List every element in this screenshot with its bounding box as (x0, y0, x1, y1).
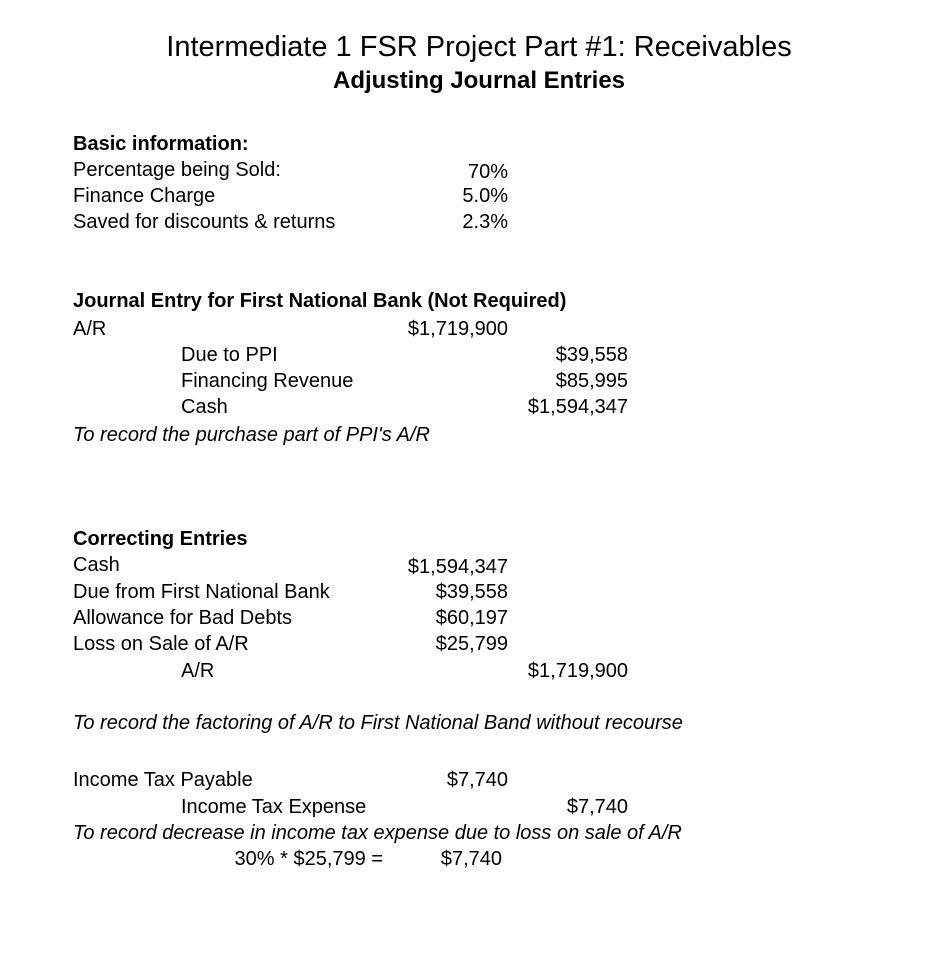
basic-info-label-saved: Saved for discounts & returns (73, 211, 336, 233)
page-title: Intermediate 1 FSR Project Part #1: Receivables (166, 31, 792, 63)
bank-entry-credit-account-due-to-ppi: Due to PPI (181, 344, 278, 366)
correcting-credit-amount: $1,719,900 (527, 660, 628, 682)
basic-info-heading: Basic information: (73, 133, 249, 155)
correcting-debit-amount-cash: $1,594,347 (407, 556, 508, 578)
correcting-debit-amount-loss: $25,799 (435, 633, 508, 655)
tax-entry-debit-account: Income Tax Payable (73, 769, 253, 791)
tax-entry-credit-amount: $7,740 (566, 796, 628, 818)
bank-entry-heading: Journal Entry for First National Bank (Not Required) (73, 290, 567, 312)
bank-entry-credit-amount-financing-revenue: $85,995 (555, 370, 628, 392)
bank-entry-credit-account-financing-revenue: Financing Revenue (181, 370, 354, 392)
bank-entry-credit-amount-due-to-ppi: $39,558 (555, 344, 628, 366)
basic-info-label-percentage: Percentage being Sold: (73, 159, 281, 181)
tax-calc-result: $7,740 (440, 848, 502, 870)
correcting-debit-account-due-from-bank: Due from First National Bank (73, 581, 330, 603)
correcting-debit-amount-allowance: $60,197 (435, 607, 508, 629)
correcting-debit-account-allowance: Allowance for Bad Debts (73, 607, 293, 629)
basic-info-value-saved: 2.3% (462, 211, 508, 233)
correcting-memo: To record the factoring of A/R to First National Band without recourse (73, 712, 683, 734)
bank-entry-memo: To record the purchase part of PPI's A/R (73, 424, 430, 446)
correcting-debit-amount-due-from-bank: $39,558 (435, 581, 508, 603)
correcting-debit-account-loss: Loss on Sale of A/R (73, 633, 249, 655)
page-subtitle: Adjusting Journal Entries (332, 67, 626, 94)
bank-entry-debit-account: A/R (73, 318, 107, 340)
tax-entry-memo: To record decrease in income tax expense due to loss on sale of A/R (73, 822, 682, 844)
basic-info-value-finance-charge: 5.0% (462, 185, 508, 207)
tax-entry-debit-amount: $7,740 (446, 769, 508, 791)
bank-entry-debit-amount: $1,719,900 (407, 318, 508, 340)
basic-info-value-percentage: 70% (467, 161, 508, 183)
bank-entry-credit-amount-cash: $1,594,347 (527, 396, 628, 418)
tax-calc-formula: 30% * $25,799 = (234, 848, 383, 870)
basic-info-label-finance-charge: Finance Charge (73, 185, 216, 207)
correcting-debit-account-cash: Cash (73, 554, 120, 576)
correcting-heading: Correcting Entries (73, 528, 248, 550)
tax-entry-credit-account: Income Tax Expense (181, 796, 367, 818)
bank-entry-credit-account-cash: Cash (181, 396, 228, 418)
correcting-credit-account: A/R (181, 660, 215, 682)
